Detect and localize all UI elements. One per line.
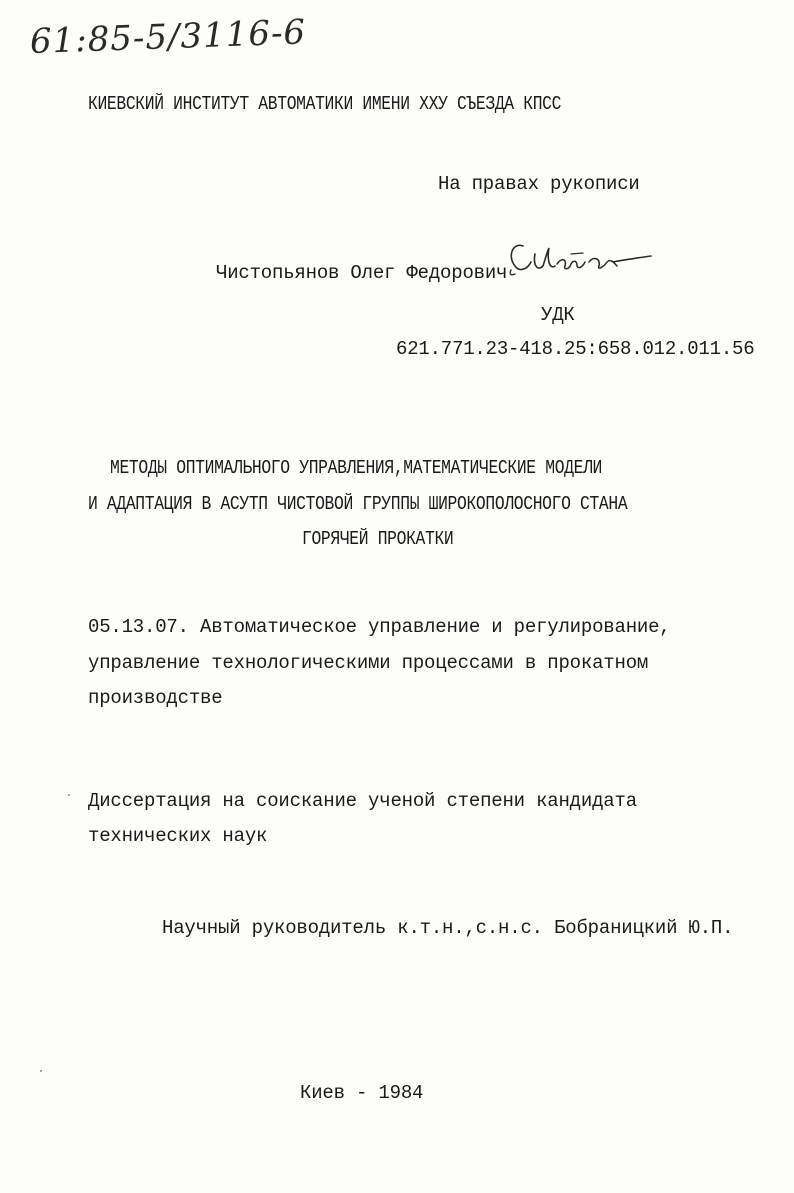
author-name: Чистопьянов Олег Федорович bbox=[216, 262, 508, 284]
scan-speck bbox=[68, 794, 70, 796]
title-line-2: И АДАПТАЦИЯ В АСУТП ЧИСТОВОЙ ГРУППЫ ШИРОКОПОЛОСНОГО СТАНА bbox=[88, 493, 628, 515]
specialty-line-3: производстве bbox=[88, 687, 223, 709]
institute-name: КИЕВСКИЙ ИНСТИТУТ АВТОМАТИКИ ИМЕНИ XXУ СЪЕЗДА КПСС bbox=[88, 93, 562, 115]
dissertation-line-1: Диссертация на соискание ученой степени кандидата bbox=[88, 790, 637, 812]
scan-speck bbox=[40, 1070, 42, 1072]
manuscript-rights-note: На правах рукописи bbox=[438, 173, 640, 195]
title-line-3: ГОРЯЧЕЙ ПРОКАТКИ bbox=[302, 528, 454, 550]
udk-label: УДК bbox=[541, 304, 575, 326]
author-signature bbox=[505, 236, 655, 284]
supervisor: Научный руководитель к.т.н.,с.н.с. Бобраницкий Ю.П. bbox=[162, 917, 734, 939]
specialty-line-2: управление технологическими процессами в прокатном bbox=[88, 652, 649, 674]
specialty-line-1: 05.13.07. Автоматическое управление и регулирование, bbox=[88, 616, 671, 638]
udk-code: 621.771.23-418.25:658.012.011.56 bbox=[396, 338, 755, 360]
place-and-year: Киев - 1984 bbox=[300, 1082, 424, 1104]
archive-code-handwritten: 61:85-5/3116-6 bbox=[29, 12, 307, 62]
title-line-1: МЕТОДЫ ОПТИМАЛЬНОГО УПРАВЛЕНИЯ,МАТЕМАТИЧЕСКИЕ МОДЕЛИ bbox=[110, 457, 603, 479]
dissertation-line-2: технических наук bbox=[88, 825, 268, 847]
